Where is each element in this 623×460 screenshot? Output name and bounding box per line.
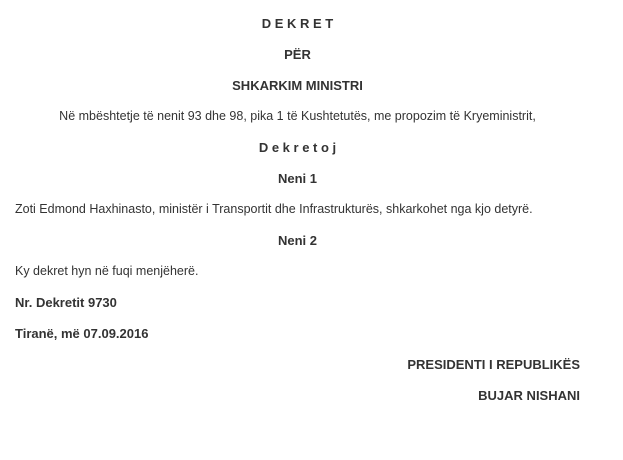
signature-title: PRESIDENTI I REPUBLIKËS (407, 357, 580, 372)
decree-preposition: PËR (284, 47, 311, 62)
decree-subject: SHKARKIM MINISTRI (232, 78, 363, 93)
article-2-text: Ky dekret hyn në fuqi menjëherë. (15, 264, 199, 278)
article-2-heading: Neni 2 (277, 233, 317, 248)
article-1-text: Zoti Edmond Haxhinasto, ministër i Transportit dhe Infrastrukturës, shkarkohet nga kjo detyrë. (15, 202, 533, 216)
decree-place-date: Tiranë, më 07.09.2016 (15, 326, 149, 341)
decree-number: Nr. Dekretit 9730 (15, 295, 117, 310)
decree-enacting-word: D e k r e t o j (258, 140, 337, 155)
article-1-heading: Neni 1 (277, 171, 317, 186)
decree-preamble: Në mbështetje të nenit 93 dhe 98, pika 1 të Kushtetutës, me propozim të Kryeministrit, (59, 109, 536, 123)
signature-name: BUJAR NISHANI (478, 388, 580, 403)
decree-title: D E K R E T (261, 16, 334, 31)
